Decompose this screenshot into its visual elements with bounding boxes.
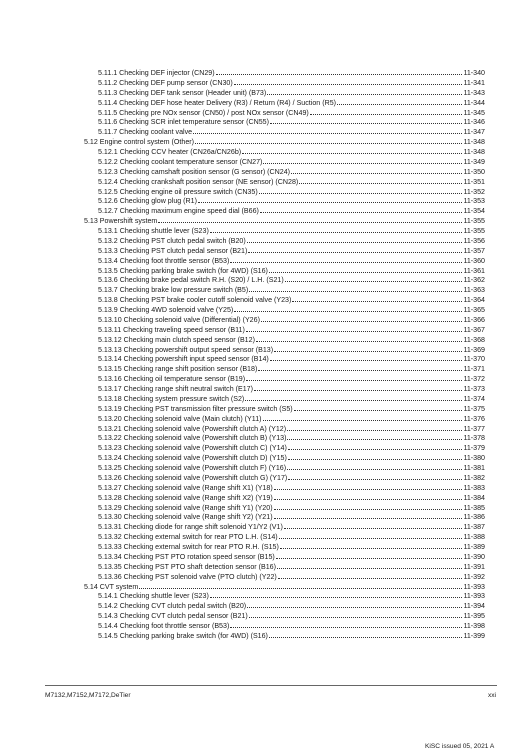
toc-entry[interactable] <box>84 373 485 383</box>
toc-entry-page: 11-381 <box>463 464 485 472</box>
toc-entry-title: 5.12.1 Checking CCV heater (CN26a/CN26b) <box>98 148 242 156</box>
dot-leader <box>269 265 463 273</box>
toc-entry-title: 5.11.4 Checking DEF hose heater Delivery (R3) / Return (R4) / Suction (R5) <box>98 98 336 107</box>
dot-leader <box>276 551 463 559</box>
toc-entry-title: 5.11.7 Checking coolant valve <box>98 128 193 137</box>
toc-entry-page: 11-356 <box>463 236 485 245</box>
toc-entry-page: 11-398 <box>463 622 485 630</box>
toc-entry-page: 11-343 <box>463 88 485 97</box>
dot-leader <box>234 304 462 312</box>
dot-leader <box>337 97 462 105</box>
toc-entry[interactable] <box>84 610 485 620</box>
toc-entry-page: 11-345 <box>463 108 485 117</box>
toc-entry-page: 11-373 <box>463 385 485 393</box>
toc-entry-page: 11-369 <box>463 345 485 354</box>
toc-entry-title: 5.14 CVT system <box>84 582 139 591</box>
toc-entry[interactable] <box>84 630 485 640</box>
toc-entry-page: 11-383 <box>463 483 485 492</box>
toc-entry-title: 5.13.28 Checking solenoid valve (Range shift X2) (Y19) <box>98 493 273 502</box>
toc-entry[interactable] <box>84 126 485 136</box>
toc-entry-page: 11-380 <box>463 454 485 463</box>
toc-entry-title: 5.13.35 Checking PST PTO shaft detection sensor (B16) <box>98 562 276 571</box>
toc-entry-title: 5.13.11 Checking traveling speed sensor (B11) <box>98 325 245 334</box>
toc-entry-title: 5.12 Engine control system (Other) <box>84 138 195 147</box>
toc-entry-title: 5.12.3 Checking camshaft position sensor (G sensor) (CN24) <box>98 167 291 176</box>
toc-entry-page: 11-350 <box>463 167 485 176</box>
toc-section-entry[interactable] <box>84 136 485 146</box>
toc-entry-page: 11-374 <box>463 394 485 403</box>
toc-section-entry[interactable] <box>84 215 485 225</box>
dot-leader <box>260 205 463 213</box>
dot-leader <box>280 541 463 549</box>
toc-entry-page: 11-384 <box>463 493 485 502</box>
dot-leader <box>287 432 462 440</box>
toc-entry-page: 11-385 <box>463 503 485 512</box>
dot-leader <box>254 383 462 391</box>
toc-entry-page: 11-346 <box>463 118 485 127</box>
dot-leader <box>263 413 463 421</box>
toc-entry-title: 5.13.6 Checking brake pedal switch R.H. (S20) / L.H. (S21) <box>98 276 284 285</box>
toc-entry-title: 5.13.18 Checking system pressure switch (S2) <box>98 394 245 403</box>
toc-entry[interactable] <box>84 511 485 521</box>
toc-entry[interactable] <box>84 363 485 373</box>
dot-leader <box>234 77 463 85</box>
toc-entry-title: 5.13.16 Checking oil temperature sensor (B19) <box>98 375 246 384</box>
toc-entry-page: 11-399 <box>463 631 485 640</box>
toc-entry-title: 5.13.19 Checking PST transmission filter pressure switch (S5) <box>98 404 293 413</box>
dot-leader <box>285 274 463 282</box>
toc-entry-title: 5.11.2 Checking DEF pump sensor (CN30) <box>98 78 233 87</box>
toc-entry-title: 5.13.3 Checking PST clutch pedal sensor (B21) <box>98 246 248 255</box>
toc-entry-title: 5.11.1 Checking DEF injector (CN29) <box>98 69 215 77</box>
toc-entry-page: 11-382 <box>463 473 485 482</box>
toc-entry-title: 5.13.33 Checking external switch for rear PTO R.H. (S15) <box>98 543 279 551</box>
toc-entry[interactable] <box>84 442 485 452</box>
toc-entry-page: 11-377 <box>463 424 485 433</box>
toc-entry-page: 11-354 <box>463 207 485 216</box>
toc-entry-title: 5.12.4 Checking crankshaft position sensor (NE sensor) (CN28) <box>98 177 299 186</box>
toc-entry-page: 11-386 <box>463 513 485 522</box>
dot-leader <box>288 472 462 480</box>
toc-entry-title: 5.13.34 Checking PST PTO rotation speed sensor (B15) <box>98 552 275 561</box>
dot-leader <box>210 225 463 233</box>
toc-entry[interactable] <box>84 77 485 87</box>
toc-entry[interactable] <box>84 166 485 176</box>
toc-entry[interactable] <box>84 245 485 255</box>
toc-entry[interactable] <box>84 107 485 117</box>
dot-leader <box>270 353 463 361</box>
toc-entry[interactable] <box>84 620 485 630</box>
toc-entry-page: 11-353 <box>463 197 485 206</box>
toc-entry-page: 11-355 <box>463 217 485 226</box>
dot-leader <box>261 314 463 322</box>
dot-leader <box>279 531 463 539</box>
toc-entry-title: 5.13.13 Checking powershift output speed sensor (B13) <box>98 345 274 354</box>
dot-leader <box>310 107 463 115</box>
toc-entry[interactable] <box>84 432 485 442</box>
toc-entry[interactable] <box>84 186 485 196</box>
toc-entry-title: 5.13.8 Checking PST brake cooler cutoff solenoid valve (Y23) <box>98 296 292 305</box>
footer-models: M7132,M7152,M7172,DeTier <box>45 692 131 699</box>
dot-leader <box>249 610 463 618</box>
toc-entry-page: 11-357 <box>463 246 485 255</box>
toc-entry-page: 11-393 <box>463 592 485 601</box>
toc-entry-title: 5.14.1 Checking shuttle lever (S23) <box>98 592 209 601</box>
dot-leader <box>248 245 462 253</box>
toc-entry-title: 5.14.4 Checking foot throttle sensor (B53) <box>98 622 230 630</box>
dot-leader <box>299 176 462 184</box>
toc-entry[interactable] <box>84 195 485 205</box>
toc-entry-title: 5.13.36 Checking PST solenoid valve (PTO clutch) (Y22) <box>98 572 277 581</box>
toc-entry[interactable] <box>84 531 485 541</box>
dot-leader <box>245 393 462 401</box>
toc-entry-page: 11-352 <box>463 187 485 196</box>
toc-entry-title: 5.13.21 Checking solenoid valve (Powershift clutch A) (Y12) <box>98 424 287 433</box>
dot-leader <box>288 452 463 460</box>
toc-entry-title: 5.13.17 Checking range shift neutral switch (E17) <box>98 385 253 393</box>
toc-entry[interactable] <box>84 255 485 265</box>
toc-entry[interactable] <box>84 67 485 77</box>
toc-entry-page: 11-362 <box>463 276 485 285</box>
toc-entry-title: 5.13.5 Checking parking brake switch (for 4WD) (S16) <box>98 266 268 275</box>
toc-entry-page: 11-360 <box>463 256 485 265</box>
toc-entry-title: 5.13.31 Checking diode for range shift solenoid Y1/Y2 (V1) <box>98 523 283 532</box>
toc-entry-title: 5.14.3 Checking CVT clutch pedal sensor (B21) <box>98 612 248 621</box>
toc-entry-page: 11-391 <box>463 562 485 571</box>
toc-entry-title: 5.11.5 Checking pre NOx sensor (CN50) / post NOx sensor (CN49) <box>98 108 309 117</box>
toc-entry-page: 11-390 <box>463 552 485 561</box>
toc-entry-title: 5.13.22 Checking solenoid valve (Powershift clutch B) (Y13) <box>98 434 287 443</box>
toc-entry[interactable] <box>84 423 485 433</box>
toc-entry-page: 11-388 <box>463 533 485 542</box>
dot-leader <box>210 590 463 598</box>
toc-entry-title: 5.12.7 Checking maximum engine speed dial (B66) <box>98 207 259 216</box>
toc-entry-page: 11-361 <box>463 266 485 275</box>
dot-leader <box>269 630 463 638</box>
dot-leader <box>274 492 463 500</box>
toc-entry[interactable] <box>84 97 485 107</box>
toc-entry-page: 11-355 <box>463 227 485 235</box>
toc-entry[interactable] <box>84 561 485 571</box>
toc-entry-page: 11-393 <box>463 582 485 591</box>
toc-entry[interactable] <box>84 462 485 472</box>
toc-entry-title: 5.11.3 Checking DEF tank sensor (Header unit) (B73) <box>98 88 267 97</box>
toc-entry-title: 5.12.5 Checking engine oil pressure switch (CN35) <box>98 187 258 196</box>
toc-entry-page: 11-348 <box>463 148 485 156</box>
dot-leader <box>270 116 462 124</box>
table-of-contents <box>84 67 485 640</box>
toc-entry[interactable] <box>84 571 485 581</box>
toc-entry[interactable] <box>84 274 485 284</box>
toc-entry-page: 11-341 <box>463 78 485 87</box>
toc-entry-title: 5.13.26 Checking solenoid valve (Powershift clutch G) (Y17) <box>98 473 288 482</box>
dot-leader <box>195 136 462 144</box>
toc-entry[interactable] <box>84 146 485 156</box>
toc-entry[interactable] <box>84 502 485 512</box>
dot-leader <box>256 334 462 342</box>
toc-entry[interactable] <box>84 334 485 344</box>
toc-entry-page: 11-347 <box>463 128 485 137</box>
toc-entry-page: 11-363 <box>463 286 485 295</box>
toc-entry-title: 5.12.6 Checking glow plug (R1) <box>98 197 197 206</box>
dot-leader <box>242 146 462 154</box>
dot-leader <box>247 235 463 243</box>
toc-entry[interactable] <box>84 176 485 186</box>
toc-entry[interactable] <box>84 600 485 610</box>
toc-entry-page: 11-375 <box>463 404 485 413</box>
toc-entry-page: 11-366 <box>463 315 485 324</box>
dot-leader <box>158 215 462 223</box>
toc-section-entry[interactable] <box>84 581 485 591</box>
dot-leader <box>193 126 462 134</box>
toc-entry-page: 11-368 <box>463 335 485 344</box>
toc-entry-title: 5.13.12 Checking main clutch speed sensor (B12) <box>98 335 255 344</box>
dot-leader <box>274 344 462 352</box>
toc-entry[interactable] <box>84 393 485 403</box>
toc-entry-page: 11-364 <box>463 296 485 305</box>
toc-entry-page: 11-367 <box>463 325 485 334</box>
toc-entry-page: 11-392 <box>463 572 485 581</box>
dot-leader <box>246 324 463 332</box>
dot-leader <box>274 502 463 510</box>
toc-entry-page: 11-389 <box>463 543 485 551</box>
toc-entry-title: 5.13.30 Checking solenoid valve (Range shift Y2) (Y21) <box>98 513 273 522</box>
dot-leader <box>278 571 463 579</box>
toc-entry-page: 11-370 <box>463 355 485 364</box>
dot-leader <box>277 561 462 569</box>
toc-entry[interactable] <box>84 551 485 561</box>
toc-entry[interactable] <box>84 87 485 97</box>
toc-entry[interactable] <box>84 265 485 275</box>
toc-entry[interactable] <box>84 482 485 492</box>
toc-entry-title: 5.13.4 Checking foot throttle sensor (B53) <box>98 256 230 265</box>
toc-entry[interactable] <box>84 294 485 304</box>
toc-entry[interactable] <box>84 452 485 462</box>
toc-entry-title: 5.13.20 Checking solenoid valve (Main clutch) (Y11) <box>98 414 262 423</box>
toc-entry-page: 11-395 <box>463 612 485 621</box>
dot-leader <box>139 581 462 589</box>
dot-leader <box>246 373 462 381</box>
toc-entry[interactable] <box>84 205 485 215</box>
dot-leader <box>274 482 463 490</box>
toc-entry-title: 5.13.24 Checking solenoid valve (Powershift clutch D) (Y15) <box>98 454 287 463</box>
dot-leader <box>230 255 462 263</box>
dot-leader <box>247 600 462 608</box>
toc-entry-title: 5.11.6 Checking SCR inlet temperature sensor (CN55) <box>98 118 269 127</box>
toc-entry-title: 5.13.9 Checking 4WD solenoid valve (Y25) <box>98 306 234 314</box>
toc-entry[interactable] <box>84 235 485 245</box>
dot-leader <box>198 195 462 203</box>
toc-entry[interactable] <box>84 492 485 502</box>
toc-entry-page: 11-379 <box>463 444 485 453</box>
footer-page-number: xxi <box>487 692 496 699</box>
toc-entry[interactable] <box>84 403 485 413</box>
dot-leader <box>249 284 462 292</box>
toc-entry-title: 5.13.10 Checking solenoid valve (Differential) (Y26) <box>98 315 260 324</box>
dot-leader <box>287 423 462 431</box>
dot-leader <box>230 620 462 628</box>
toc-entry-title: 5.13.27 Checking solenoid valve (Range shift X1) (Y18) <box>98 483 273 492</box>
dot-leader <box>294 403 463 411</box>
issue-info: KiSC issued 05, 2021 A <box>425 743 495 750</box>
toc-entry[interactable] <box>84 383 485 393</box>
dot-leader <box>216 67 463 75</box>
toc-entry-title: 5.14.5 Checking parking brake switch (for 4WD) (S16) <box>98 631 268 640</box>
toc-entry-page: 11-376 <box>463 414 485 423</box>
toc-entry[interactable] <box>84 284 485 294</box>
toc-entry-title: 5.14.2 Checking CVT clutch pedal switch (B20) <box>98 602 247 611</box>
dot-leader <box>274 511 463 519</box>
toc-entry[interactable] <box>84 344 485 354</box>
toc-entry[interactable] <box>84 324 485 334</box>
toc-entry-page: 11-378 <box>463 434 485 443</box>
toc-entry[interactable] <box>84 156 485 166</box>
toc-entry[interactable] <box>84 541 485 551</box>
toc-entry[interactable] <box>84 413 485 423</box>
toc-entry-page: 11-351 <box>463 177 485 186</box>
toc-entry-title: 5.13.25 Checking solenoid valve (Powershift clutch F) (Y16) <box>98 464 287 472</box>
toc-entry-page: 11-372 <box>463 375 485 384</box>
dot-leader <box>288 442 463 450</box>
toc-entry[interactable] <box>84 521 485 531</box>
footer-rule <box>45 685 497 686</box>
toc-entry[interactable] <box>84 353 485 363</box>
dot-leader <box>284 521 463 529</box>
toc-entry[interactable] <box>84 225 485 235</box>
dot-leader <box>292 294 462 302</box>
toc-entry-title: 5.13.15 Checking range shift position sensor (B18) <box>98 365 258 374</box>
dot-leader <box>259 186 463 194</box>
dot-leader <box>291 166 462 174</box>
toc-entry-title: 5.13 Powershift system <box>84 217 158 226</box>
toc-entry[interactable] <box>84 304 485 314</box>
toc-entry-page: 11-340 <box>463 69 485 77</box>
toc-entry-page: 11-344 <box>463 98 485 107</box>
toc-entry-page: 11-348 <box>463 138 485 147</box>
toc-entry[interactable] <box>84 116 485 126</box>
toc-entry-title: 5.13.1 Checking shuttle lever (S23) <box>98 227 209 235</box>
toc-entry[interactable] <box>84 314 485 324</box>
toc-entry-title: 5.13.23 Checking solenoid valve (Powershift clutch C) (Y14) <box>98 444 287 453</box>
toc-entry-title: 5.13.14 Checking powershift input speed sensor (B14) <box>98 355 269 364</box>
toc-entry-page: 11-387 <box>463 523 485 532</box>
dot-leader <box>258 363 462 371</box>
toc-entry-title: 5.12.2 Checking coolant temperature sensor (CN27) <box>98 157 263 166</box>
toc-entry-page: 11-365 <box>463 306 485 314</box>
toc-entry-title: 5.13.32 Checking external switch for rear PTO L.H. (S14) <box>98 533 278 542</box>
toc-entry-page: 11-371 <box>463 365 485 374</box>
dot-leader <box>267 87 462 95</box>
toc-entry[interactable] <box>84 472 485 482</box>
toc-entry-page: 11-349 <box>463 157 485 166</box>
toc-entry-title: 5.13.7 Checking brake low pressure switch (B5) <box>98 286 249 295</box>
toc-entry-title: 5.13.2 Checking PST clutch pedal switch (B20) <box>98 236 246 245</box>
toc-entry-page: 11-394 <box>463 602 485 611</box>
dot-leader <box>287 462 462 470</box>
dot-leader <box>263 156 462 164</box>
toc-entry[interactable] <box>84 590 485 600</box>
toc-entry-title: 5.13.29 Checking solenoid valve (Range shift Y1) (Y20) <box>98 503 273 512</box>
